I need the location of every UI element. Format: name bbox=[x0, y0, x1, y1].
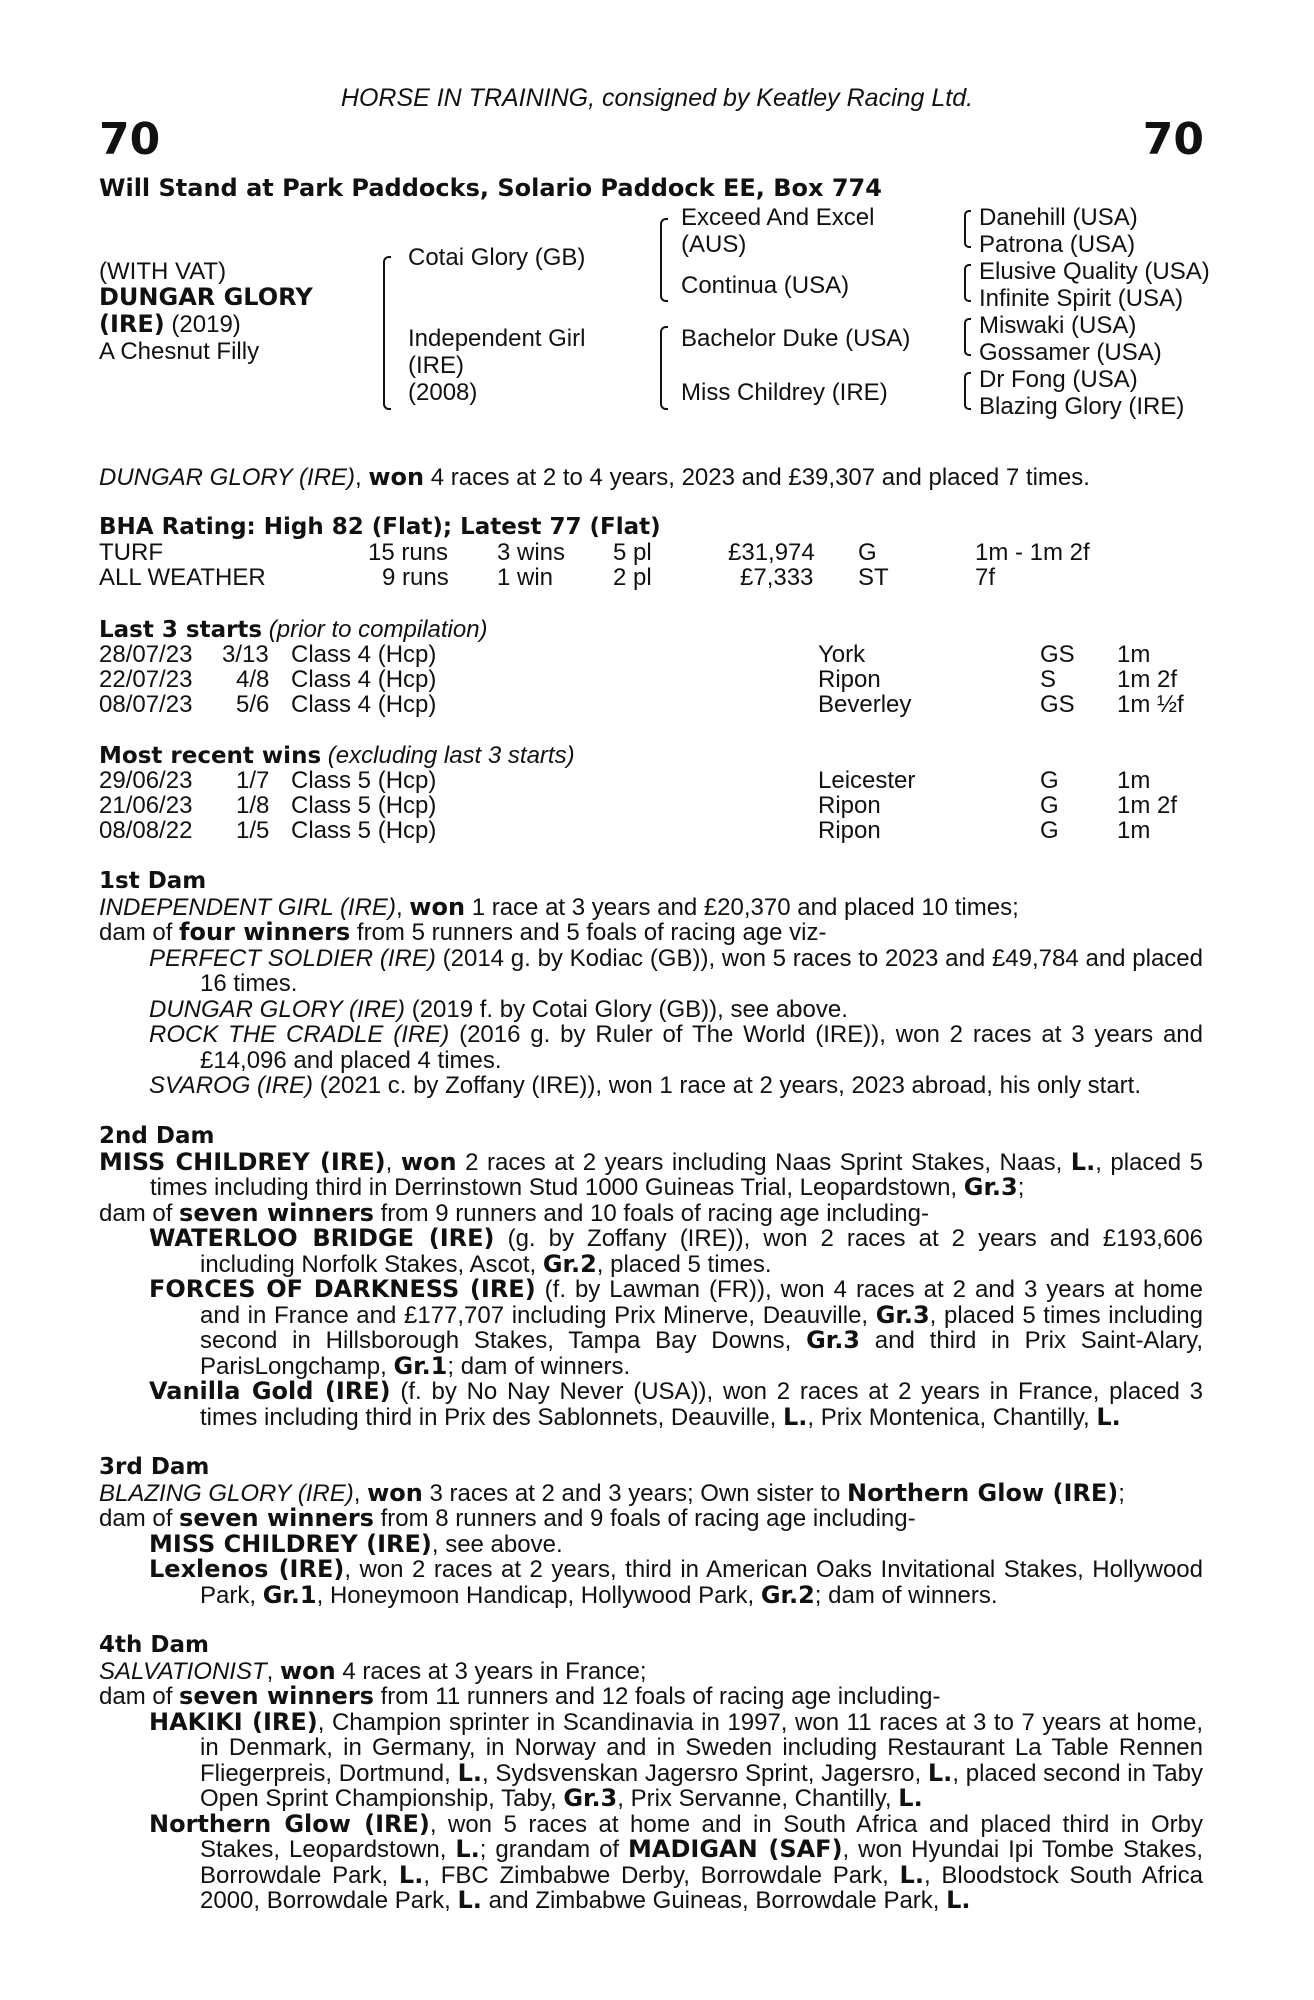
produce-name: Northern Glow (IRE) bbox=[149, 1809, 430, 1838]
sdd: Infinite Spirit (USA) bbox=[979, 285, 1184, 312]
produce-text: , placed second in Taby Open Sprint Championship, Taby, bbox=[200, 1759, 1203, 1812]
group-label: Gr.3 bbox=[806, 1326, 861, 1354]
produce-name: HAKIKI (IRE) bbox=[149, 1707, 318, 1736]
produce-name: MISS CHILDREY (IRE) bbox=[149, 1529, 432, 1558]
produce-text: (f. by Lawman (FR)), won 4 races at 2 and 3 years at home and in France and £177,707 including Prix Minerve, Deauville, bbox=[200, 1276, 1203, 1329]
start-class: Class 4 (Hcp) bbox=[291, 641, 437, 668]
sister-name: Northern Glow (IRE) bbox=[847, 1478, 1119, 1507]
lot-number-left: 70 bbox=[99, 114, 161, 165]
win-class: Class 5 (Hcp) bbox=[291, 767, 437, 794]
dam-name: BLAZING GLORY (IRE) bbox=[99, 1479, 354, 1507]
rating-dist: 1m - 1m 2f bbox=[975, 539, 1090, 566]
produce-name: Vanilla Gold (IRE) bbox=[149, 1377, 391, 1405]
produce-text: , FBC Zimbabwe Derby, Borrowdale Park, bbox=[423, 1861, 900, 1889]
produce-entry bbox=[99, 1277, 1203, 1379]
produce-entry bbox=[99, 1073, 1203, 1099]
produce-entry bbox=[99, 1022, 1203, 1073]
text: , bbox=[385, 1148, 401, 1176]
summary-text: 4 races at 2 to 4 years, 2023 and £39,307 and placed 7 times. bbox=[424, 464, 1090, 491]
produce-text: , placed 5 times including second in Hillsborough Stakes, Tampa Bay Downs, bbox=[200, 1301, 1204, 1354]
start-date: 22/07/23 bbox=[99, 666, 193, 693]
text: dam of bbox=[99, 1199, 180, 1227]
produce-text: , Sydsvenskan Jagersro Sprint, Jagersro, bbox=[482, 1759, 928, 1787]
brace-gen3-d bbox=[964, 372, 971, 410]
produce-text: and Zimbabwe Guineas, Borrowdale Park, bbox=[481, 1887, 947, 1914]
sss: Danehill (USA) bbox=[979, 204, 1138, 231]
win-class: Class 5 (Hcp) bbox=[291, 817, 437, 844]
brace-gen3-a bbox=[964, 210, 971, 248]
dam-line3: (2008) bbox=[408, 379, 478, 406]
sire: Cotai Glory (GB) bbox=[408, 244, 586, 271]
produce-text: ; dam of winners. bbox=[447, 1352, 631, 1380]
horse-origin-year bbox=[99, 311, 241, 338]
rating-wins: 3 wins bbox=[497, 539, 566, 566]
group-label: Gr.3 bbox=[563, 1784, 618, 1812]
group-label: Gr.1 bbox=[393, 1351, 448, 1380]
start-course: Beverley bbox=[818, 691, 912, 718]
rating-pl: 5 pl bbox=[613, 539, 652, 566]
horse-name: DUNGAR GLORY bbox=[99, 283, 313, 311]
sds: Elusive Quality (USA) bbox=[979, 258, 1210, 285]
rating-going: G bbox=[858, 539, 877, 566]
rating-surface: ALL WEATHER bbox=[99, 564, 266, 591]
start-course: Ripon bbox=[818, 666, 881, 693]
win-dist: 1m 2f bbox=[1117, 792, 1178, 819]
produce-entry bbox=[99, 997, 1203, 1023]
consignor-line: HORSE IN TRAINING, consigned by Keatley Racing Ltd. bbox=[340, 84, 974, 112]
produce-text: (2016 g. by Ruler of The World (IRE)), won 2 races at 3 years and £14,096 and placed 4 times. bbox=[200, 1021, 1203, 1074]
win-course: Ripon bbox=[818, 792, 881, 819]
start-pos: 3/13 bbox=[222, 641, 269, 668]
dam-sire: Bachelor Duke (USA) bbox=[681, 325, 911, 352]
vat-note: (WITH VAT) bbox=[99, 258, 227, 285]
brace-gen3-c bbox=[964, 318, 971, 356]
start-going: GS bbox=[1040, 691, 1075, 718]
recent-heading bbox=[99, 743, 575, 769]
produce-text: , won 5 races at home and in South Africa and placed third in Orby Stakes, Leopardstown, bbox=[200, 1810, 1203, 1863]
produce-text: and third in Prix Saint-Alary, ParisLongchamp, bbox=[200, 1327, 1203, 1380]
winners-count: seven winners bbox=[179, 1504, 374, 1532]
summary-name: DUNGAR GLORY (IRE) bbox=[99, 464, 356, 491]
brace-gen1 bbox=[383, 256, 391, 410]
produce-text: , Prix Montenica, Chantilly, bbox=[807, 1403, 1097, 1431]
group-label: Gr.1 bbox=[262, 1580, 317, 1609]
summary-won: won bbox=[368, 463, 425, 491]
start-going: S bbox=[1040, 666, 1057, 693]
produce-text: , placed 5 times. bbox=[596, 1250, 772, 1278]
fourth-dam-section bbox=[99, 1633, 1203, 1914]
win-course: Ripon bbox=[818, 817, 881, 844]
start-date: 08/07/23 bbox=[99, 691, 193, 718]
dam-name: MISS CHILDREY (IRE) bbox=[99, 1147, 386, 1176]
produce-name: PERFECT SOLDIER (IRE) bbox=[149, 944, 436, 972]
produce-text: (g. by Zoffany (IRE)), won 2 races at 2 years and £193,606 including Norfolk Stakes, Ascot, bbox=[200, 1225, 1203, 1278]
brace-gen2-dam bbox=[660, 326, 668, 410]
listed-label: L. bbox=[1070, 1147, 1096, 1176]
start-dist: 1m bbox=[1117, 641, 1151, 668]
text: , placed 5 times including third in Derrinstown Stud 1000 Guineas Trial, Leopardstown, bbox=[150, 1148, 1204, 1201]
listed-label: L. bbox=[782, 1402, 808, 1431]
dam-line2: (IRE) bbox=[408, 352, 464, 379]
win-date: 08/08/22 bbox=[99, 817, 193, 844]
produce-text: ; dam of winners. bbox=[814, 1581, 998, 1609]
dam-record: BLAZING GLORY (IRE), won 3 races at 2 and 3 years; Own sister to Northern Glow (IRE); bbox=[99, 1478, 1125, 1507]
section-heading: 4th Dam bbox=[99, 1632, 209, 1658]
dam-produce-summary bbox=[99, 1198, 1203, 1227]
last3-title: Last 3 starts bbox=[99, 617, 263, 643]
produce-entry bbox=[99, 1379, 1203, 1430]
listed-label: L. bbox=[898, 1784, 923, 1812]
group-label: Gr.2 bbox=[760, 1580, 815, 1609]
dam-line1: Independent Girl bbox=[408, 325, 586, 352]
text: ; bbox=[1118, 1479, 1125, 1507]
text: ; bbox=[1017, 1174, 1025, 1201]
dam-name: INDEPENDENT GIRL (IRE) bbox=[99, 893, 396, 921]
start-dist: 1m ½f bbox=[1117, 691, 1184, 718]
ssd: Patrona (USA) bbox=[979, 231, 1136, 258]
stand-location: Will Stand at Park Paddocks, Solario Paddock EE, Box 774 bbox=[99, 174, 882, 202]
produce-text: (2021 c. by Zoffany (IRE)), won 1 race at 2 years, 2023 abroad, his only start. bbox=[313, 1072, 1141, 1099]
text: 2 races at 2 years including Naas Sprint Stakes, Naas, bbox=[456, 1148, 1071, 1176]
win-going: G bbox=[1040, 792, 1059, 819]
dam-record: INDEPENDENT GIRL (IRE), won 1 race at 3 years and £20,370 and placed 10 times; bbox=[99, 892, 1019, 921]
start-course: York bbox=[818, 641, 866, 668]
win-date: 21/06/23 bbox=[99, 792, 193, 819]
horse-origin: (IRE) bbox=[99, 310, 165, 338]
listed-label: L. bbox=[457, 1758, 482, 1787]
dss: Miswaki (USA) bbox=[979, 312, 1137, 339]
produce-text: , won Hyundai Ipi Tombe Stakes, Borrowdale Park, bbox=[200, 1836, 1204, 1889]
win-pos: 1/8 bbox=[236, 792, 270, 819]
dam-record: SALVATIONIST, won 4 races at 3 years in France; bbox=[99, 1656, 647, 1685]
produce-entry bbox=[99, 1226, 1203, 1277]
second-dam-section bbox=[99, 1124, 1203, 1430]
start-date: 28/07/23 bbox=[99, 641, 193, 668]
win-course: Leicester bbox=[818, 767, 916, 794]
text: from 9 runners and 10 foals of racing age including- bbox=[373, 1199, 929, 1227]
rating-runs: 15 runs bbox=[368, 539, 449, 566]
win-class: Class 5 (Hcp) bbox=[291, 792, 437, 819]
text: dam of bbox=[99, 919, 180, 946]
win-going: G bbox=[1040, 817, 1059, 844]
ddd: Blazing Glory (IRE) bbox=[979, 393, 1185, 420]
produce-entry bbox=[99, 1557, 1203, 1608]
text: dam of bbox=[99, 1505, 180, 1532]
brace-gen3-b bbox=[964, 264, 971, 302]
dsd: Gossamer (USA) bbox=[979, 339, 1162, 366]
produce-name: FORCES OF DARKNESS (IRE) bbox=[149, 1275, 536, 1303]
produce-text: , won 2 races at 2 years, third in American Oaks Invitational Stakes, Hollywood Park, bbox=[200, 1556, 1203, 1609]
rating-pl: 2 pl bbox=[613, 564, 652, 591]
produce-text: ; grandam of bbox=[479, 1836, 629, 1863]
produce-name: DUNGAR GLORY (IRE) bbox=[149, 995, 406, 1023]
start-pos: 4/8 bbox=[236, 666, 270, 693]
group-label: Gr.3 bbox=[875, 1300, 930, 1329]
win-date: 29/06/23 bbox=[99, 767, 193, 794]
produce-text: , Prix Servanne, Chantilly, bbox=[617, 1785, 899, 1812]
third-dam-section bbox=[99, 1455, 1203, 1608]
produce-name: WATERLOO BRIDGE (IRE) bbox=[149, 1224, 495, 1252]
brace-gen2-sire bbox=[660, 218, 668, 302]
horse-description: A Chesnut Filly bbox=[99, 338, 260, 365]
produce-name: Lexlenos (IRE) bbox=[149, 1555, 345, 1583]
text: from 8 runners and 9 foals of racing age including- bbox=[373, 1505, 916, 1532]
rating-wins: 1 win bbox=[497, 564, 554, 591]
sire-sire-line2: (AUS) bbox=[681, 231, 747, 258]
produce-text: , Bloodstock South Africa 2000, Borrowdale Park, bbox=[200, 1861, 1204, 1914]
produce-text: , see above. bbox=[431, 1530, 563, 1558]
start-pos: 5/6 bbox=[236, 691, 270, 718]
produce-entry bbox=[99, 1529, 1203, 1558]
group-label: Gr.2 bbox=[542, 1249, 597, 1278]
text: 4 races at 3 years in France; bbox=[335, 1657, 647, 1685]
horse-year: (2019) bbox=[164, 311, 241, 338]
listed-label: L. bbox=[946, 1886, 971, 1914]
lot-number-right: 70 bbox=[1142, 114, 1204, 165]
listed-label: L. bbox=[457, 1886, 482, 1914]
grandson-name: MADIGAN (SAF) bbox=[628, 1835, 843, 1863]
sire-sire-line1: Exceed And Excel bbox=[681, 204, 875, 231]
dam-produce-summary bbox=[99, 920, 1203, 946]
dam-name: SALVATIONIST bbox=[99, 1657, 267, 1685]
winners-count: seven winners bbox=[179, 1198, 374, 1227]
rating-runs: 9 runs bbox=[382, 564, 449, 591]
last3-heading bbox=[99, 617, 488, 643]
produce-entry bbox=[99, 1707, 1204, 1812]
dam-produce-summary bbox=[99, 1506, 1203, 1532]
produce-name: ROCK THE CRADLE (IRE) bbox=[149, 1021, 450, 1048]
dds: Dr Fong (USA) bbox=[979, 366, 1138, 393]
text: dam of bbox=[99, 1683, 180, 1710]
rating-going: ST bbox=[858, 564, 889, 591]
win-pos: 1/5 bbox=[236, 817, 270, 844]
rating-money: £31,974 bbox=[728, 539, 815, 566]
section-heading: 3rd Dam bbox=[99, 1454, 210, 1480]
career-summary: DUNGAR GLORY (IRE), won 4 races at 2 to 4 years, 2023 and £39,307 and placed 7 times. bbox=[99, 463, 1090, 491]
rating-money: £7,333 bbox=[740, 564, 814, 591]
won-label: won bbox=[409, 892, 466, 921]
section-heading: 1st Dam bbox=[99, 868, 207, 894]
win-dist: 1m bbox=[1117, 767, 1151, 794]
dam-text: 1 race at 3 years and £20,370 and placed 10 times; bbox=[465, 893, 1019, 921]
listed-label: L. bbox=[899, 1860, 924, 1889]
win-going: G bbox=[1040, 767, 1059, 794]
start-dist: 1m 2f bbox=[1117, 666, 1178, 693]
listed-label: L. bbox=[927, 1758, 953, 1787]
rating-dist: 7f bbox=[975, 564, 996, 591]
start-class: Class 4 (Hcp) bbox=[291, 666, 437, 693]
text: from 5 runners and 5 foals of racing age viz- bbox=[350, 919, 827, 946]
win-dist: 1m bbox=[1117, 817, 1151, 844]
sire-dam: Continua (USA) bbox=[681, 272, 850, 299]
win-pos: 1/7 bbox=[236, 767, 270, 794]
produce-name: SVAROG (IRE) bbox=[149, 1072, 314, 1099]
start-class: Class 4 (Hcp) bbox=[291, 691, 437, 718]
text: from 11 runners and 12 foals of racing age including- bbox=[373, 1683, 941, 1710]
group-label: Gr.3 bbox=[963, 1173, 1018, 1201]
produce-entry bbox=[99, 946, 1203, 997]
first-dam-section bbox=[99, 869, 1203, 1099]
rating-surface: TURF bbox=[99, 539, 163, 566]
dam-record bbox=[99, 1147, 1204, 1201]
winners-count: seven winners bbox=[179, 1682, 374, 1710]
recent-note: (excluding last 3 starts) bbox=[321, 742, 575, 769]
rating-heading: BHA Rating: High 82 (Flat); Latest 77 (Flat) bbox=[99, 514, 661, 540]
produce-entry bbox=[99, 1809, 1204, 1914]
section-heading: 2nd Dam bbox=[99, 1123, 215, 1149]
produce-text: (2014 g. by Kodiac (GB)), won 5 races to 2023 and £49,784 and placed 16 times. bbox=[200, 944, 1203, 997]
start-going: GS bbox=[1040, 641, 1075, 668]
produce-text: , Honeymoon Handicap, Hollywood Park, bbox=[316, 1581, 761, 1609]
produce-text: , Champion sprinter in Scandinavia in 1997, won 11 races at 3 to 7 years at home, in Denmark, in Germany, in Norway and in Sweden including Restaurant La Table Rennen Fliegerpreis, Dortmund, bbox=[200, 1708, 1204, 1787]
listed-label: L. bbox=[1096, 1402, 1121, 1431]
recent-title: Most recent wins bbox=[99, 743, 322, 769]
won-label: won bbox=[367, 1478, 423, 1507]
dam-produce-summary bbox=[99, 1684, 1203, 1710]
text: 3 races at 2 and 3 years; Own sister to bbox=[422, 1479, 848, 1507]
produce-text: (2019 f. by Cotai Glory (GB)), see above. bbox=[405, 995, 848, 1023]
listed-label: L. bbox=[398, 1860, 424, 1889]
dam-dam: Miss Childrey (IRE) bbox=[681, 379, 888, 406]
last3-note: (prior to compilation) bbox=[262, 616, 488, 643]
produce-text: (f. by No Nay Never (USA)), won 2 races at 2 years in France, placed 3 times including third in Prix des Sablonnets, Deauville, bbox=[200, 1378, 1203, 1431]
winners-count: four winners bbox=[179, 918, 351, 946]
listed-label: L. bbox=[455, 1835, 480, 1863]
won-label: won bbox=[279, 1656, 336, 1685]
won-label: won bbox=[400, 1147, 457, 1176]
